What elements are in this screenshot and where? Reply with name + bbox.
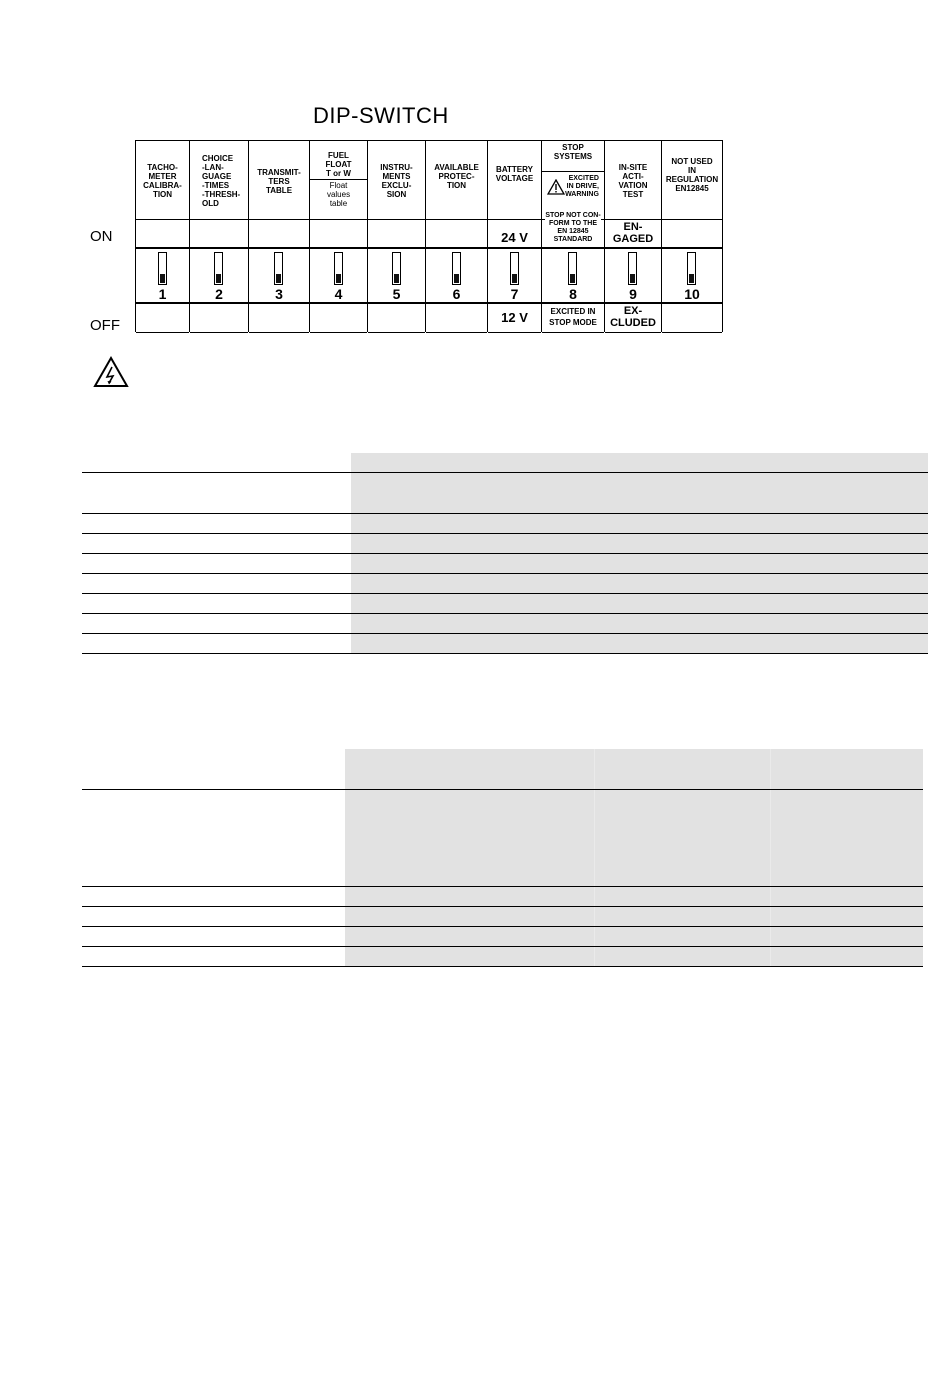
dip-number-7: 7 [510, 286, 519, 302]
dip-column-8 [541, 140, 604, 332]
dip-column-2 [189, 140, 248, 332]
dip-column-5 [367, 140, 425, 332]
dip-header-10: NOT USED IN REGULATION EN12845 [662, 140, 722, 220]
dip-switch-1[interactable] [158, 252, 167, 285]
dip-switch-panel [135, 140, 723, 332]
dip-header-7: BATTERY VOLTAGE [488, 140, 541, 220]
dip-column-6 [425, 140, 487, 332]
dip-header-4-sub: Float values table [326, 181, 351, 208]
warning-triangle-icon [547, 179, 565, 195]
dip-header-3: TRANSMIT- TERS TABLE [249, 140, 309, 221]
dip-switch-8[interactable] [568, 252, 577, 285]
dip-off-cell-2 [190, 302, 248, 333]
table-2-rule [82, 946, 923, 947]
dip-column-7 [487, 140, 541, 332]
dip-header-6: AVAILABLE PROTEC- TION [426, 140, 487, 220]
table-1-rule [82, 593, 928, 594]
table-1-rule [82, 633, 928, 634]
dip-off-cell-6 [426, 302, 487, 333]
dip-switch-9[interactable] [628, 252, 637, 285]
dip-on-cell-7: 24 V [488, 219, 541, 249]
dip-on-cell-9: EN- GAGED [605, 219, 661, 249]
dip-number-4: 4 [334, 286, 343, 302]
dip-on-cell-5 [368, 219, 425, 249]
dip-switch-10[interactable] [687, 252, 696, 285]
dip-header-2: CHOICE -LAN- GUAGE -TIMES -THRESH- OLD [190, 140, 248, 221]
table-1-rule [82, 553, 928, 554]
dip-number-6: 6 [452, 286, 461, 302]
dip-number-2: 2 [215, 286, 223, 302]
dip-on-cell-1 [136, 219, 189, 249]
high-voltage-warning-icon [93, 356, 129, 388]
dip-off-cell-8: EXCITED IN STOP MODE [542, 302, 604, 333]
dip-off-cell-10 [662, 302, 722, 333]
dip-column-3 [248, 140, 309, 332]
table-1-rule [82, 472, 928, 473]
table-2-value-columns [345, 749, 923, 967]
dip-header-8: STOP SYSTEMS [542, 143, 604, 172]
table-1-rule [82, 513, 928, 514]
table-1-rule [82, 613, 928, 614]
dip-switch-7[interactable] [510, 252, 519, 285]
dip-on-cell-6 [426, 219, 487, 249]
page-title: DIP-SWITCH [313, 103, 449, 128]
table-2-rule [82, 966, 923, 967]
table-2-rule [82, 926, 923, 927]
dip-off-cell-7: 12 V [488, 302, 541, 333]
dip-off-cell-5 [368, 302, 425, 333]
dip-header-8-sub: EXCITED IN DRIVE, WARNING [565, 175, 599, 198]
table-2-rule [82, 789, 923, 790]
dip-header-5: INSTRU- MENTS EXCLU- SION [368, 140, 425, 221]
dip-number-1: 1 [158, 286, 167, 302]
dip-number-8: 8 [569, 286, 577, 302]
dip-on-cell-2 [190, 219, 248, 249]
table-1-rule [82, 573, 928, 574]
dip-switch-5[interactable] [392, 252, 401, 285]
dip-on-cell-3 [249, 219, 309, 249]
dip-switch-3[interactable] [274, 252, 283, 285]
off-label: OFF [90, 317, 120, 334]
dip-switch-2[interactable] [214, 252, 223, 285]
table-2-rule [82, 886, 923, 887]
dip-number-5: 5 [392, 286, 401, 302]
dip-number-3: 3 [275, 286, 283, 302]
dip-header-4: FUEL FLOAT T or W [310, 151, 367, 180]
dip-switch-4[interactable] [334, 252, 343, 285]
dip-on-cell-8: STOP NOT CON- FORM TO THE EN 12845 STANDARD [542, 219, 604, 249]
dip-off-cell-4 [310, 302, 367, 333]
table-1-rule [82, 533, 928, 534]
dip-on-cell-10 [662, 219, 722, 249]
table-1-rule [82, 653, 928, 654]
dip-column-10 [661, 140, 723, 332]
dip-switch-6[interactable] [452, 252, 461, 285]
dip-off-cell-1 [136, 302, 189, 333]
on-label: ON [90, 228, 113, 245]
dip-number-10: 10 [684, 286, 700, 302]
dip-column-1 [135, 140, 189, 332]
dip-column-9 [604, 140, 661, 332]
dip-off-cell-9: EX- CLUDED [605, 302, 661, 333]
dip-number-9: 9 [629, 286, 637, 302]
dip-off-cell-3 [249, 302, 309, 333]
table-2-rule [82, 906, 923, 907]
dip-header-9: IN-SITE ACTI- VATION TEST [605, 140, 661, 221]
dip-on-cell-4 [310, 219, 367, 249]
dip-header-1: TACHO- METER CALIBRA- TION [136, 140, 189, 221]
dip-column-4 [309, 140, 367, 332]
